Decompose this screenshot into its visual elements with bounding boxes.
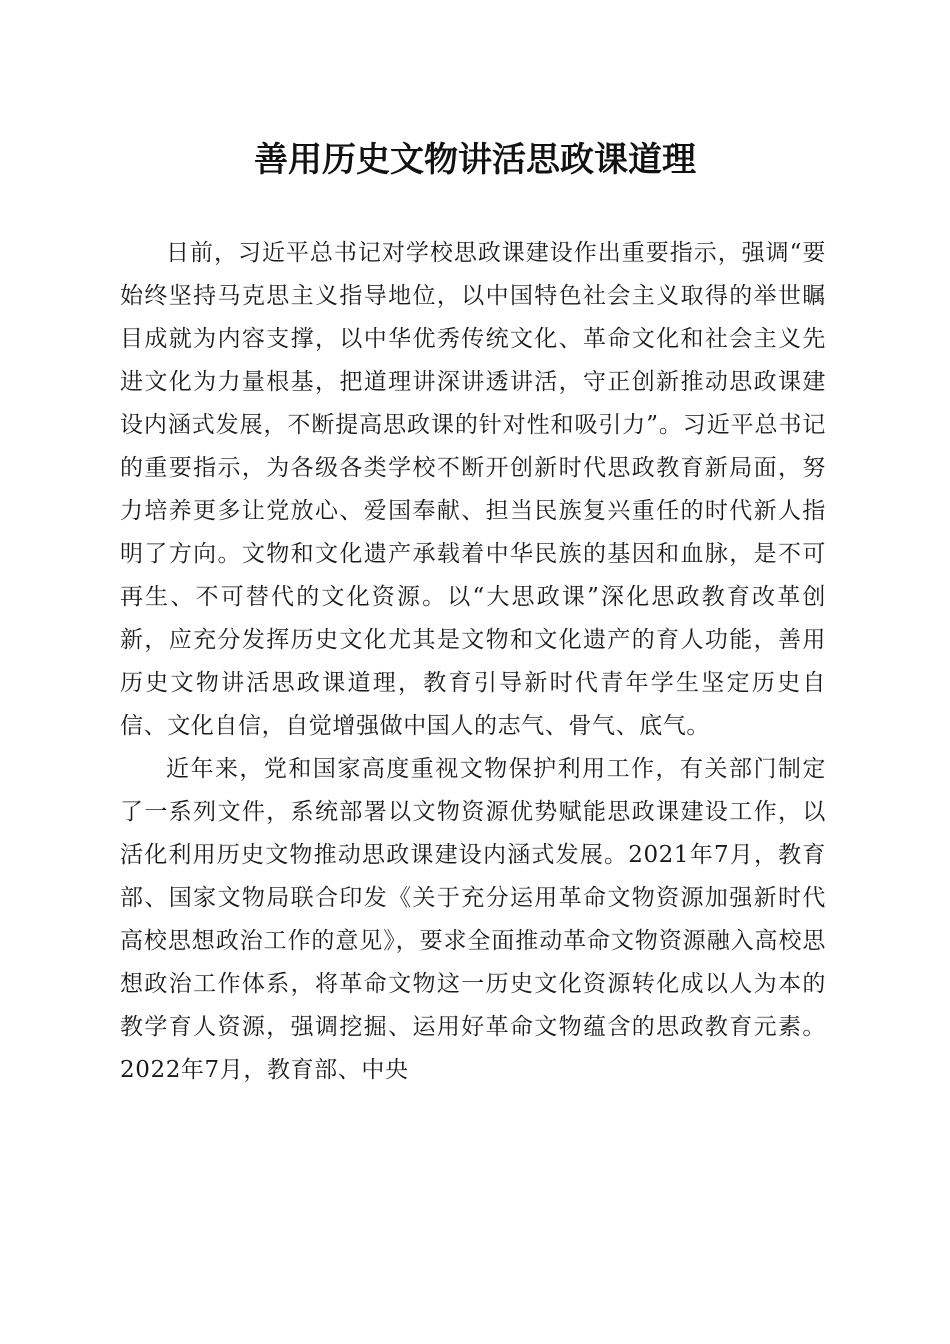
paragraph-2: 近年来，党和国家高度重视文物保护利用工作，有关部门制定了一系列文件，系统部署以文物资源优势赋能思政课建设工作，以活化利用历史文物推动思政课建设内涵式发展。2021年7月，教育部、国家文物局联合印发《关于充分运用革命文物资源加强新时代高校思想政治工作的意见》，要求全面推动革命文物资源融入高校思想政治工作体系，将革命文物这一历史文化资源转化成以人为本的教学育人资源，强调挖掘、运用好革命文物蕴含的思政教育元素。2022年7月，教育部、中央 — [120, 756, 826, 1083]
document-title: 善用历史文物讲活思政课道理 — [254, 140, 696, 180]
paragraph-1: 日前，习近平总书记对学校思政课建设作出重要指示，强调“要始终坚持马克思主义指导地位，以中国特色社会主义取得的举世瞩目成就为内容支撑，以中华优秀传统文化、革命文化和社会主义先进文化为力量根基，把道理讲深讲透讲活，守正创新推动思政课建设内涵式发展，不断提高思政课的针对性和吸引力”。习近平总书记的重要指示，为各级各类学校不断开创新时代思政教育新局面，努力培养更多让党放心、爱国奉献、担当民族复兴重任的时代新人指明了方向。文物和文化遗产承载着中华民族的基因和血脉，是不可再生、不可替代的文化资源。以“大思政课”深化思政教育改革创新，应充分发挥历史文化尤其是文物和文化遗产的育人功能，善用历史文物讲活思政课道理，教育引导新时代青年学生坚定历史自信、文化自信，自觉增强做中国人的志气、骨气、底气。 — [120, 240, 826, 739]
document-body — [120, 232, 826, 1092]
